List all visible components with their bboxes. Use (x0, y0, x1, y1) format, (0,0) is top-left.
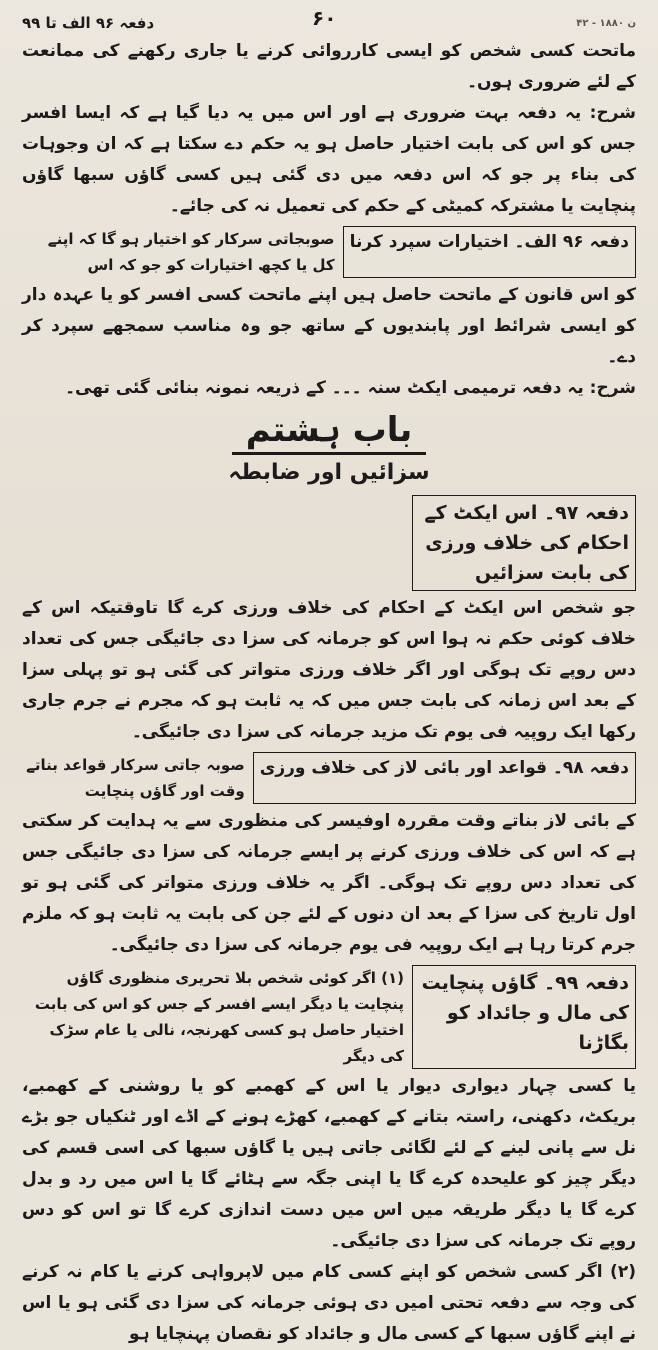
page-header (22, 6, 636, 36)
header-right-mark: ۴۲ - ۱۸۸۰ ن (576, 17, 636, 29)
section-99-head (22, 965, 636, 1069)
section-96a (22, 226, 636, 373)
header-section-range: دفعہ ۹۶ الف تا ۹۹ (22, 14, 155, 32)
section-97-heading: دفعہ ۹۷۔ اس ایکٹ کے احکام کی خلاف ورزی کی بابت سزائیں (412, 495, 636, 591)
section-96a-text: کو اس قانون کے ماتحت حاصل ہیں اپنے ماتحت کسی افسر کو یا عہدہ دار کو ایسی شرائط اور پابندیوں کے ساتھ جو وہ مناسب سمجھے سپرد کر دے۔ (22, 285, 636, 367)
commentary-2 (22, 373, 636, 404)
section-97-text: جو شخص اس ایکٹ کے احکام کی خلاف ورزی کرے گا تاوقتیکہ اس کے خلاف کوئی حکم نہ ہوا اس کو جرمانہ کی سزا دی جائیگی جس کی تعداد دس روپے تک ہوگی اور اگر خلاف ورزی متواتر کی گئی ہو تو پہلی سزا کے بعد اس زمانہ کی بابت جس میں کہ یہ ثابت ہو کہ مجرم نے جرم جاری رکھا ایک روپیہ فی یوم تک مزید جرمانہ کی سزا دی جائیگی۔ (22, 598, 636, 742)
section-96a-inline: صوبجاتی سرکار کو اختیار ہو گا کہ اپنے کل یا کچھ اختیارات کو جو کہ اس (47, 230, 335, 274)
commentary-1-label: شرح: (589, 103, 636, 123)
section-99-text-2: (۲) اگر کسی شخص کو اپنے کسی کام میں لاپرواہی کرنے یا کام نہ کرنے کی وجہ سے دفعہ تحتی امیں دی ہوئی جرمانہ کی سزا دی گئی ہو یا اس نے اپنے گاؤں سبھا کے کسی مال و جائداد کو نقصان پہنچایا ہو (22, 1262, 636, 1344)
section-98-inline: صوبہ جاتی سرکار قواعد بناتے وقت اور گاؤں پنچایت (26, 756, 245, 800)
commentary-1-text: یہ دفعہ بہت ضروری ہے اور اس میں یہ دیا گیا ہے کہ ایسا افسر جس کو اس کی بابت اختیار حاصل ہو یہ حکم دے سکتا ہے کہ ان وجوہات کی بناء پر جو کہ اس دفعہ میں دی گئی ہیں کسی گاؤں سبھا گاؤں پنچایت یا مشترکہ کمیٹی کے حکم کی تعمیل نہ کی جائے۔ (22, 103, 636, 216)
section-96a-head (22, 226, 636, 278)
section-98-head (22, 752, 636, 804)
section-97 (22, 495, 636, 748)
section-96-tail: ماتحت کسی شخص کو ایسی کارروائی کرنے یا جاری رکھنے کی ممانعت کے لئے ضروری ہوں۔ (22, 41, 636, 92)
section-97-head (22, 495, 636, 591)
chapter-subtitle: سزائیں اور ضابطہ (228, 460, 430, 485)
section-99 (22, 965, 636, 1350)
chapter-heading (22, 408, 636, 491)
commentary-2-text: یہ دفعہ ترمیمی ایکٹ سنہ ۔۔۔ کے ذریعہ نمونہ بنائی گئی تھی۔ (65, 378, 584, 398)
section-96a-heading: دفعہ ۹۶ الف۔ اختیارات سپرد کرنا (343, 226, 636, 278)
chapter-title: باب ہشتم (232, 408, 427, 455)
section-99-inline: (۱) اگر کوئی شخص بلا تحریری منظوری گاؤں پنچایت یا دیگر ایسے افسر کے جس کو اس کی بابت اختیار حاصل ہو کسی کھرنجہ، نالی یا عام سڑک کی دیگر (34, 969, 404, 1065)
section-98 (22, 752, 636, 961)
section-98-heading: دفعہ ۹۸۔ قواعد اور بائی لاز کی خلاف ورزی (253, 752, 636, 804)
commentary-1 (22, 98, 636, 222)
section-98-text: کے بائی لاز بناتے وقت مقررہ اوفیسر کی منظوری سے یہ ہدایت کر سکتی ہے کہ اس کی خلاف ورزی کرنے پر ایسے جرمانہ کی سزا دی جائیگی جس کی تعداد دس روپے تک ہوگی۔ اگر یہ خلاف ورزی متواتر کی گئی ہو تو اول تاریخ کی سزا کے بعد ان دنوں کے لئے جن کی بابت یہ ثابت ہو کہ ملزم جرم کرتا رہا ہے ایک روپیہ فی یوم جرمانہ کی سزا دی جائیگی۔ (22, 811, 636, 955)
section-99-heading: دفعہ ۹۹۔ گاؤں پنچایت کی مال و جائداد کو بگاڑنا (412, 965, 636, 1069)
commentary-2-label: شرح: (589, 378, 636, 398)
page-number: ۶۰ (312, 6, 337, 30)
section-99-text-1: یا کسی چہار دیواری دیوار یا اس کے کھمبے کو یا روشنی کے کھمبے، بریکٹ، دکھنی، راستہ بتانے کے کھمبے، کھڑے ہونے کے اڈے اور ٹنکیاں جو بڑے نل سے پانی لینے کے لئے لگائی جاتی ہیں یا گاؤں سبھا کی اسی قسم کی دیگر چیز کو علیحدہ کرے گا یا اپنی جگہ سے ہٹائے گا یا اس میں رد و بدل کرے گا یا دیگر طریقہ میں اس میں دست اندازی کرے گا تو اس کو دس روپے تک جرمانہ کی سزا دی جائیگی۔ (22, 1076, 636, 1251)
